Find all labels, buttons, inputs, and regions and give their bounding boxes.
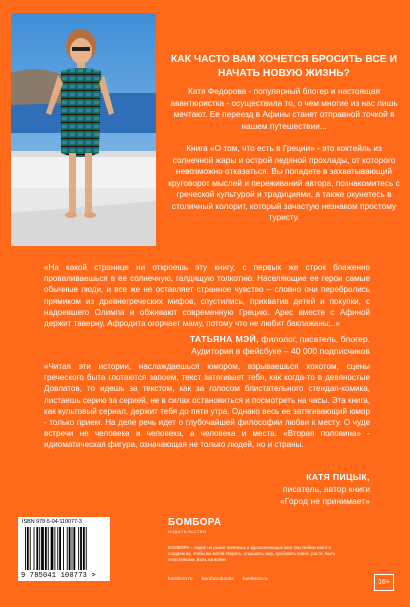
publisher-logo-text: БОМБОРА (168, 517, 222, 528)
publisher-link[interactable]: bombora.ru (242, 577, 268, 582)
review-attribution-2 (280, 471, 370, 507)
publisher-fine-print: БОМБОРА – лидер на рынке полезных и вдохновляющих книг. Мы любим книги и создаем их, чтобы вы могли творить, открывать мир, пробовать новое, расти. Быть счастливыми. Быть на волне. (168, 545, 336, 563)
publisher-logo-subtitle: ИЗДАТЕЛЬСТВО (168, 529, 207, 534)
age-rating-badge: 16+ (374, 574, 394, 591)
reviewer-role: филолог, писатель, блогер. (261, 334, 370, 344)
barcode-digits: 9 785041 100773 > (21, 572, 96, 580)
intro-paragraph: Катя Федорова - популярный блогер и настоящая авантюристка - осуществила то, о чем многие из нас лишь мечтают. Ее переезд в Афины станет отправной точкой в нашем путешествии... (170, 86, 398, 131)
publisher-logo (168, 517, 230, 539)
isbn-label: ISBN 978-5-04-110077-3 (22, 519, 82, 525)
review-attribution-1 (190, 333, 370, 357)
reviewer-audience: Аудитория в фейсбуке – 40 000 подписчиков (191, 346, 370, 356)
barcode-bars (25, 527, 105, 570)
reviewer-name: ТАТЬЯНА МЭЙ, (189, 334, 260, 344)
publisher-link[interactable]: bomborabooks (201, 577, 234, 582)
reviewer-book: «Город не принимает» (280, 496, 370, 506)
reviewer-name: КАТЯ ПИЦЫК, (306, 472, 370, 482)
book-description: Книга «О том, что есть в Греции» - это коктейль из солнечной жары и острой ледяной прохлады, от которого невозможно отказаться. Вы попадете в захватывающий круговорот мыслей и переживаний автора, познакомитесь с греческой культурой и традициями, а также окунетесь в столичный колорит, который зачастую незнаком простому туристу. (168, 143, 400, 222)
publisher-link[interactable]: bombora.ru (168, 577, 193, 582)
headline: КАК ЧАСТО ВАМ ХОЧЕТСЯ БРОСИТЬ ВСЕ И НАЧАТЬ НОВУЮ ЖИЗНЬ? (170, 54, 398, 79)
author-photo (11, 13, 156, 246)
review-quote-1: «На какой странице ни откроешь эту книгу, с первых же строк блаженно проваливаешься в ее солнечную, галдящую толкотню. Населяющие ее герои самые обычные люди, и все же не оставляет странное чувство – словно они перебрались прямиком из древнегреческих мифов, спустились, прихватив детей и покупки, с надоевшего Олимпа и обживают современную Грецию. Арес вместе с Афиной держит таверну, Афродита огорчает маму, потому что не любит баклажаны;..» (44, 263, 370, 329)
reviewer-role: писатель, автор книги (282, 484, 370, 494)
barcode (18, 517, 110, 581)
publisher-links (168, 577, 275, 582)
review-quote-2: «Читая эти истории, наслаждаешься юмором, взрываешься хохотом, сцены греческого быта глотаются запоем, текст затягивает тебя, как когда-то в девяностые Довлатов, то идешь за текстом, как за голосом блистательного стендап-комика, листаешь серию за серией, не в силах остановиться и посмотреть на часы. Эта книга, как культовый сериал, держит тебя до пяти утра. Однако весь ее затягивающий юмор - только прием. На деле речь идет о глубочайшей философии любви к месту. О чуде встречи не человека и человека, а человека и места. «Вторая половина» - идиоматическая фигура, означающая не только людей, но и страны. (44, 362, 370, 450)
